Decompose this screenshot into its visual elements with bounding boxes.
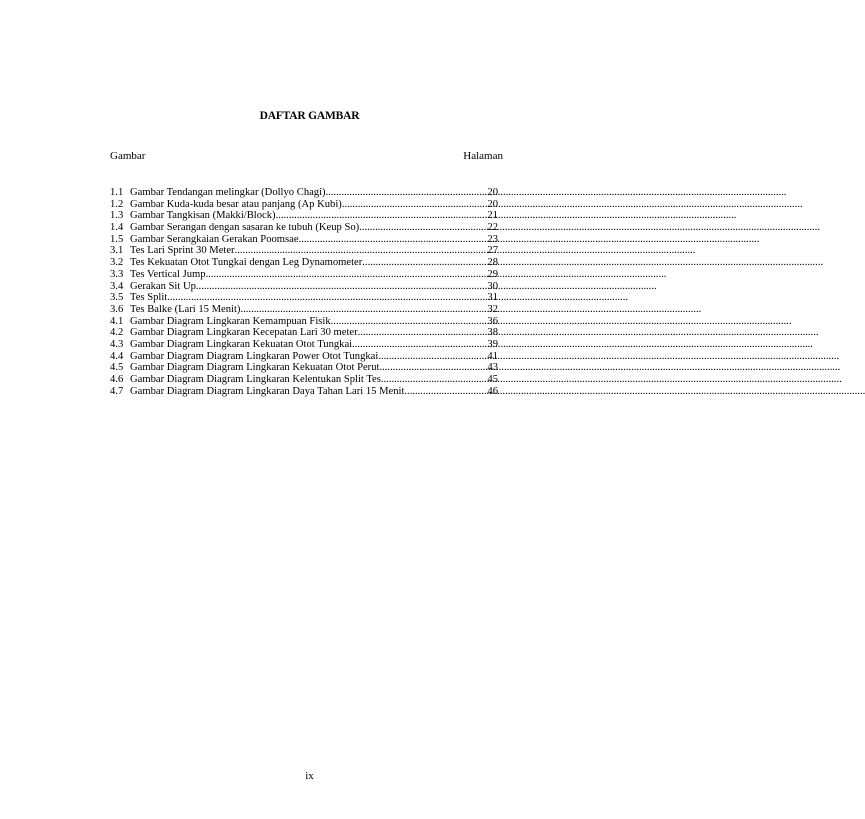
dot-leader xyxy=(206,269,462,281)
figure-title: Gambar Serangan dengan sasaran ke tubuh (Keup So) xyxy=(130,222,360,234)
figure-title: Gerakan Sit Up xyxy=(130,280,196,292)
column-header-halaman: Halaman xyxy=(463,150,503,162)
list-item xyxy=(110,362,498,374)
figure-page-number: 31 xyxy=(487,292,498,304)
figure-number: 3.2 xyxy=(110,257,124,269)
figure-number: 3.5 xyxy=(110,292,124,304)
list-item xyxy=(110,199,498,211)
figure-title: Tes Kekuatan Otot Tungkai dengan Leg Dynamometer xyxy=(130,257,363,269)
dot-leader xyxy=(378,351,462,363)
page-number: ix xyxy=(305,770,314,782)
figure-page-number: 39 xyxy=(487,338,498,350)
list-item xyxy=(110,339,498,351)
list-item xyxy=(110,257,498,269)
dot-leader xyxy=(362,257,462,269)
list-item xyxy=(110,245,498,257)
figure-number: 4.7 xyxy=(110,385,124,397)
page-title: DAFTAR GAMBAR xyxy=(259,110,360,122)
figure-number: 4.4 xyxy=(110,350,124,362)
list-of-figures xyxy=(110,187,498,397)
figure-number: 1.1 xyxy=(110,187,124,198)
figure-number: 4.5 xyxy=(110,362,124,374)
figure-page-number: 23 xyxy=(487,233,498,245)
list-item xyxy=(110,222,498,234)
figure-title: Gambar Diagram Diagram Lingkaran Daya Tahan Lari 15 Menit xyxy=(130,385,405,397)
list-item xyxy=(110,281,498,293)
figure-title: Tes Lari Sprint 30 Meter xyxy=(130,245,235,257)
list-item xyxy=(110,374,498,386)
list-item xyxy=(110,386,498,398)
figure-number: 3.4 xyxy=(110,280,124,292)
figure-page-number: 41 xyxy=(487,350,498,362)
list-item xyxy=(110,351,498,363)
dot-leader xyxy=(359,222,462,234)
list-item xyxy=(110,316,498,328)
figure-number: 4.1 xyxy=(110,315,124,327)
figure-page-number: 30 xyxy=(487,280,498,292)
figure-title: Gambar Tangkisan (Makki/Block) xyxy=(130,210,276,222)
figure-page-number: 27 xyxy=(487,245,498,257)
figure-page-number: 46 xyxy=(487,385,498,397)
figure-page-number: 38 xyxy=(487,327,498,339)
figure-title: Gambar Diagram Lingkaran Kekuatan Otot Tungkai xyxy=(130,338,353,350)
dot-leader xyxy=(276,210,462,222)
dot-leader xyxy=(235,245,462,257)
list-item xyxy=(110,292,498,304)
figure-page-number: 20 xyxy=(487,187,498,198)
list-item xyxy=(110,269,498,281)
list-item xyxy=(110,304,498,316)
figure-number: 1.5 xyxy=(110,233,124,245)
column-header-gambar: Gambar xyxy=(110,150,146,162)
dot-leader xyxy=(342,199,462,211)
figure-page-number: 36 xyxy=(487,315,498,327)
list-item xyxy=(110,210,498,222)
dot-leader xyxy=(331,316,462,328)
figure-number: 3.3 xyxy=(110,268,124,280)
figure-page-number: 29 xyxy=(487,268,498,280)
figure-page-number: 45 xyxy=(487,374,498,385)
figure-number: 1.2 xyxy=(110,198,124,210)
figure-page-number: 21 xyxy=(487,210,498,222)
dot-leader xyxy=(379,362,462,374)
figure-title: Gambar Kuda-kuda besar atau panjang (Ap Kubi) xyxy=(130,198,342,210)
dot-leader xyxy=(404,386,462,398)
dot-leader xyxy=(352,339,462,351)
figure-number: 4.3 xyxy=(110,338,124,350)
list-item xyxy=(110,187,498,199)
list-item xyxy=(110,327,498,339)
figure-number: 3.6 xyxy=(110,303,124,315)
figure-title: Gambar Diagram Lingkaran Kemampuan Fisik xyxy=(130,315,331,327)
dot-leader xyxy=(326,187,462,199)
figure-number: 4.6 xyxy=(110,374,124,385)
dot-leader xyxy=(240,304,462,316)
figure-page-number: 22 xyxy=(487,222,498,234)
dot-leader xyxy=(167,292,462,304)
figure-number: 1.3 xyxy=(110,210,124,222)
figure-page-number: 43 xyxy=(487,362,498,374)
figure-page-number: 28 xyxy=(487,257,498,269)
figure-title: Gambar Diagram Lingkaran Kecepatan Lari 30 meter xyxy=(130,327,358,339)
figure-title: Gambar Diagram Diagram Lingkaran Kelentukan Split Tes xyxy=(130,374,381,385)
figure-number: 4.2 xyxy=(110,327,124,339)
dot-leader xyxy=(358,327,462,339)
dot-leader xyxy=(381,374,462,386)
figure-title: Tes Split xyxy=(130,292,168,304)
figure-page-number: 32 xyxy=(487,303,498,315)
figure-title: Gambar Serangkaian Gerakan Poomsae xyxy=(130,233,299,245)
figure-page-number: 20 xyxy=(487,198,498,210)
figure-number: 3.1 xyxy=(110,245,124,257)
figure-title: Gambar Diagram Diagram Lingkaran Power Otot Tungkai xyxy=(130,350,379,362)
list-item xyxy=(110,234,498,246)
figure-title: Gambar Tendangan melingkar (Dollyo Chagi) xyxy=(130,187,326,198)
dot-leader xyxy=(196,281,462,293)
figure-title: Tes Vertical Jump xyxy=(130,268,206,280)
figure-number: 1.4 xyxy=(110,222,124,234)
figure-title: Tes Balke (Lari 15 Menit) xyxy=(130,303,241,315)
dot-leader xyxy=(299,234,462,246)
figure-title: Gambar Diagram Diagram Lingkaran Kekuatan Otot Perut xyxy=(130,362,380,374)
